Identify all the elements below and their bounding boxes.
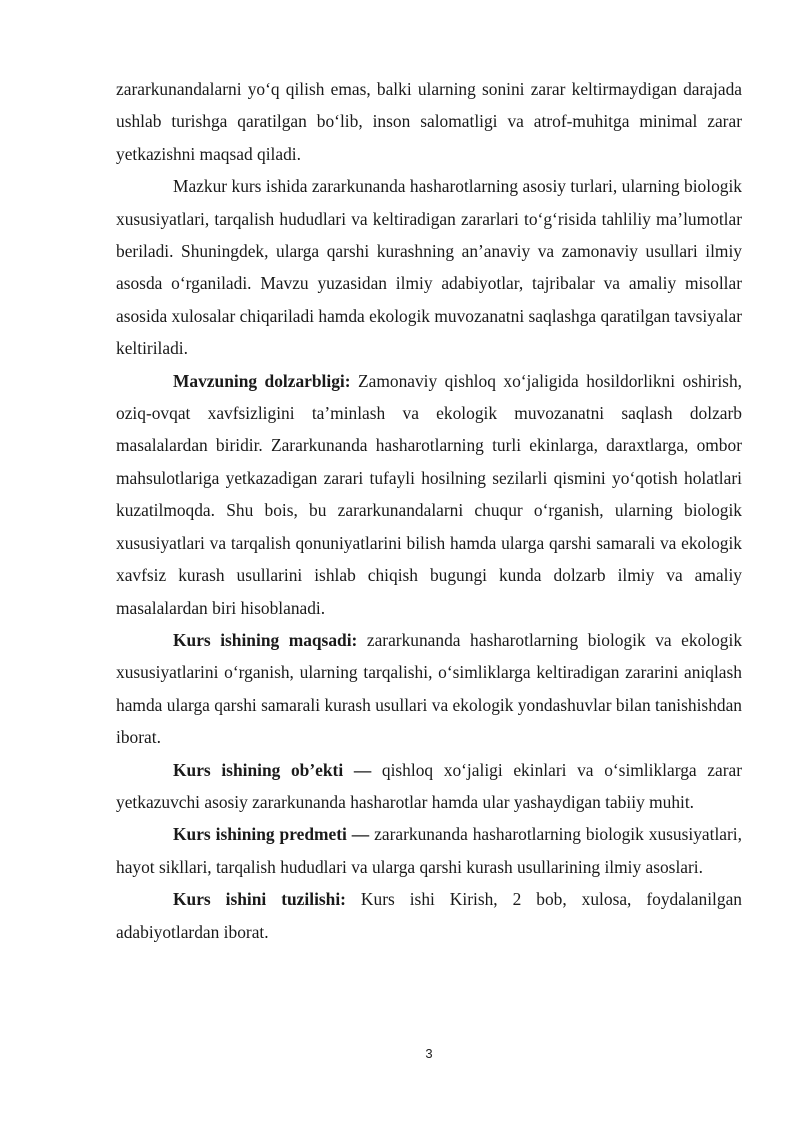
paragraph-relevance — [116, 365, 742, 624]
paragraph-heading: Kurs ishini tuzilishi: — [173, 889, 346, 910]
paragraph-intro-continuation — [116, 73, 742, 170]
page-number: 3 — [425, 1046, 433, 1061]
paragraph-structure — [116, 883, 742, 948]
body-text — [116, 73, 742, 948]
paragraph-heading: Kurs ishining ob’ekti — — [173, 759, 372, 780]
paragraph-subject — [116, 818, 742, 883]
paragraph-goal — [116, 624, 742, 754]
paragraph-text: qishloq xo‘jaligi ekinlari va o‘simliklarga zarar yetkazuvchi asosiy zararkunanda hasharotlar hamda ular yashaydigan tabiiy muhit. — [116, 759, 743, 812]
paragraph-text: Zamonaviy qishloq xo‘jaligida hosildorlikni oshirish, oziq-ovqat xavfsizligini ta’minlash va ekologik muvozanatni saqlash dolzarb masalalardan biridir. Zararkunanda hasharotlarning turli ekinlarga, daraxtlarga, ombor mahsulotlariga yetkazadigan zarari tufayli hosilning sezilarli qismini yo‘qotish holatlari kuzatilmoqda. Shu bois, bu zararkunandalarni chuqur o‘rganish, ularning biologik xususiyatlari va tarqalish qonuniyatlarini bilish hamda ularga qarshi samarali va ekologik xavfsiz kurash usullarini ishlab chiqish bugungi kunda dolzarb ilmiy va amaliy masalalardan biri hisoblanadi. — [116, 370, 742, 618]
paragraph-text: zararkunanda hasharotlarning biologik va ekologik xususiyatlarini o‘rganish, ularning tarqalishi, o‘simliklarga keltiradigan zararini aniqlash hamda ularga qarshi samarali kurash usullari va ekologik yondashuvlar bilan tanishishdan iborat. — [116, 629, 743, 748]
paragraph-text: Kurs ishi Kirish, 2 bob, xulosa, foydalanilgan adabiyotlardan iborat. — [116, 889, 742, 942]
paragraph-text: Mazkur kurs ishida zararkunanda hasharotlarning asosiy turlari, ularning biologik xususiyatlari, tarqalish hududlari va keltiradigan zararlari to‘g‘risida tahliliy ma’lumotlar beriladi. Shuningdek, ularga qarshi kurashning an’anaviy va zamonaviy usullari ilmiy asosda o‘rganiladi. Mavzu yuzasidan ilmiy adabiyotlar, tajribalar va amaliy misollar asosida xulosalar chiqariladi hamda ekologik muvozanatni saqlashga qaratilgan tavsiyalar keltiriladi. — [116, 176, 742, 359]
paragraph-heading: Mavzuning dolzarbligi: — [173, 370, 351, 391]
paragraph-heading: Kurs ishining predmeti — — [173, 824, 370, 845]
paragraph-text: zararkunandalarni yo‘q qilish emas, balki ularning sonini zarar keltirmaydigan darajada ushlab turishga qaratilgan bo‘lib, inson salomatligi va atrof-muhitga minimal zarar yetkazishni maqsad qiladi. — [116, 79, 742, 164]
paragraph-object — [116, 754, 742, 819]
paragraph-text: zararkunanda hasharotlarning biologik xususiyatlari, hayot sikllari, tarqalish hududlari va ularga qarshi kurash usullarining ilmiy asoslari. — [116, 824, 742, 877]
paragraph-heading: Kurs ishining maqsadi: — [173, 629, 358, 650]
paragraph-course-content — [116, 170, 742, 364]
